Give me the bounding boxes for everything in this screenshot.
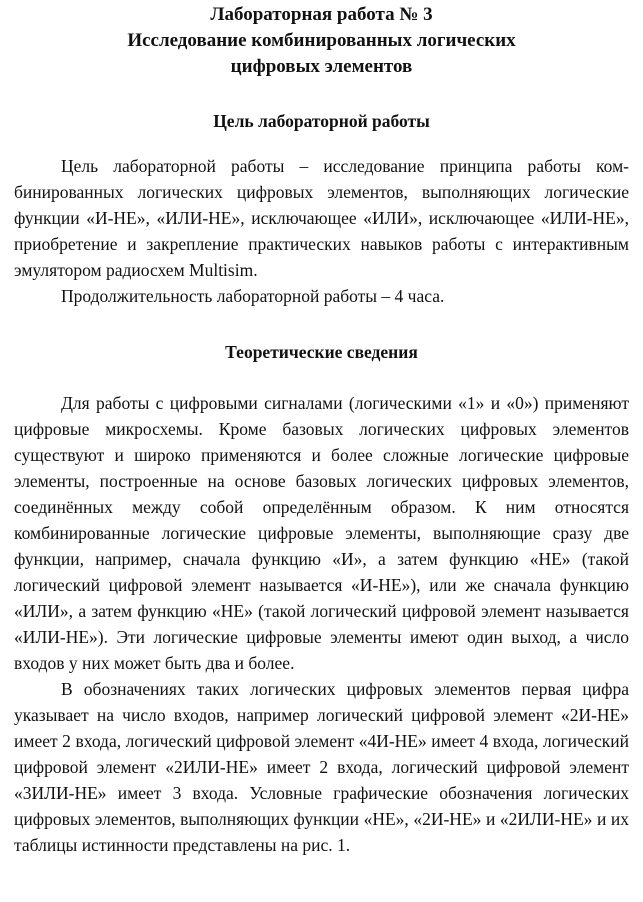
goal-paragraph-2: Продолжительность лабораторной работы – 4 часа. [61, 286, 445, 306]
title-line-2: Исследование комбинированных логических [127, 30, 516, 51]
theory-heading: Теоретические сведения [225, 342, 418, 362]
title-line-1: Лабораторная работа № 3 [210, 4, 433, 25]
title-line-3: цифровых элементов [230, 56, 413, 77]
theory-paragraph-2: В обозначениях таких логических цифровых элементов первая цифра указывает на число входов, например логический цифровой элемент «2И-НЕ» имеет 2 входа, логический цифровой элемент «4И-НЕ» имеет 4 входа, логический цифровой элемент «2ИЛИ-НЕ» имеет 2 входа, логический цифровой элемент «3ИЛИ-НЕ» имеет 3 входа. Условные графические обозначения логических цифровых элементов, выполняющих функции «НЕ», «2И-НЕ» и «2ИЛИ-НЕ» и их таблицы истинности представлены на рис. 1. [14, 679, 629, 855]
document-title [14, 2, 629, 80]
goal-paragraph-1: Цель лабораторной работы – исследование принципа работы комбинированных логических цифровых элементов, выполняющих логические функции «И-НЕ», «ИЛИ-НЕ», исключающее «ИЛИ», исключающее «ИЛИ-НЕ», приобретение и закрепление практических навыков работы с интерактивным эмулятором радиосхем Multisim. [14, 156, 629, 280]
theory-paragraph-1: Для работы с цифровыми сигналами (логическими «1» и «0») применяют цифровые микросхемы. Кроме базовых логических цифровых элементов существуют и широко применяются и более сложные логические цифровые элементы, построенные на основе базовых логических цифровых элементов, соединённых между собой определённым образом. К ним относятся комбинированные логические цифровые элементы, выполняющие сразу две функции, например, сначала функцию «И», а затем функцию «НЕ» (такой логический цифровой элемент называется «И-НЕ»), или же сначала функцию «ИЛИ», а затем функцию «НЕ» (такой логический цифровой элемент называется «ИЛИ-НЕ»). Эти логические цифровые элементы имеют один выход, а число входов у них может быть два и более. [14, 393, 629, 673]
goal-heading: Цель лабораторной работы [213, 111, 430, 131]
